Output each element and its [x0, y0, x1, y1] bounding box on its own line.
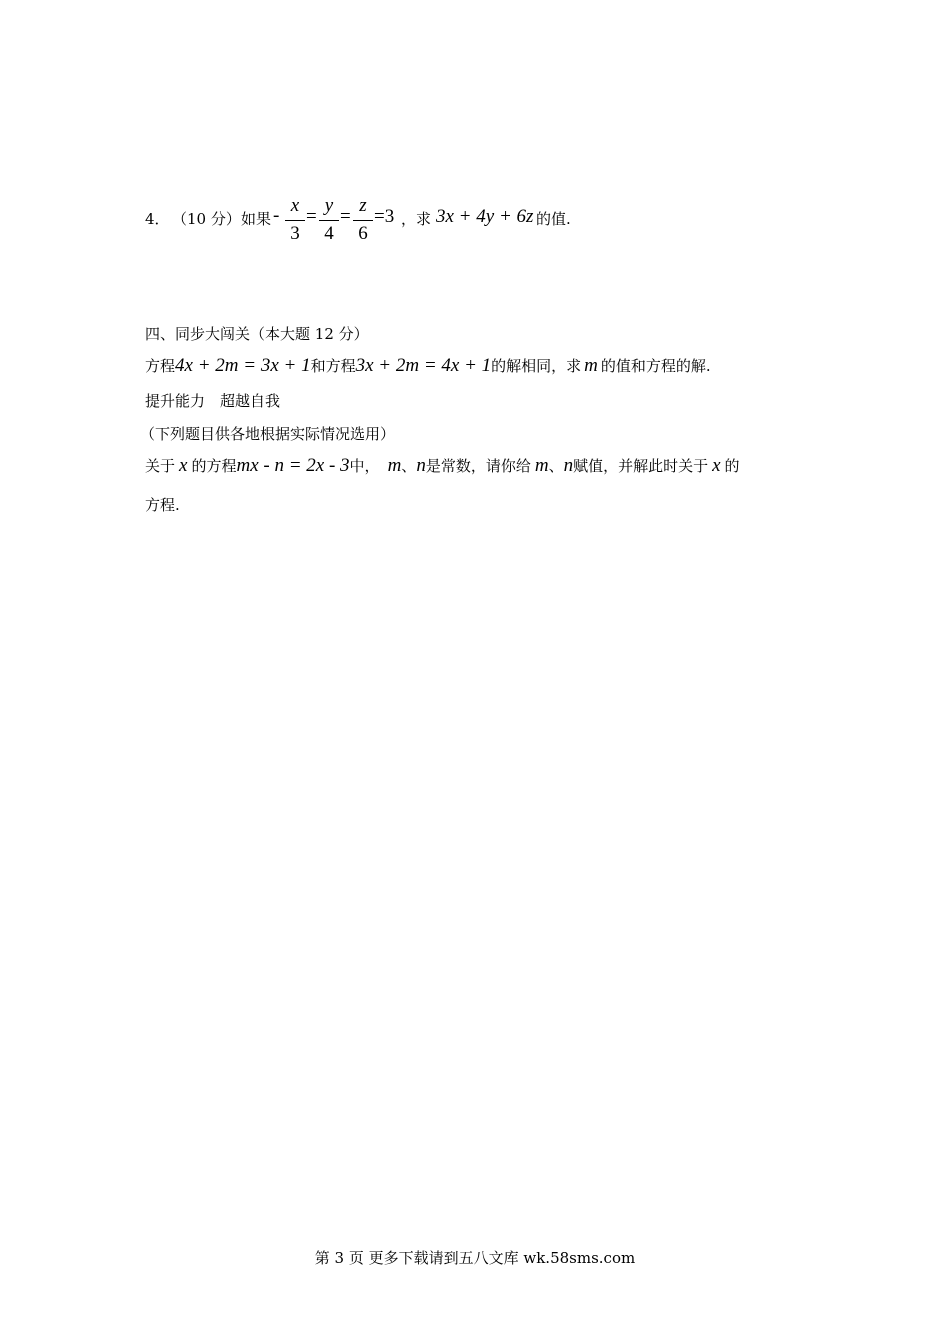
ext-s4: 是常数，请你给: [425, 457, 531, 475]
ext-sep-2: 、: [548, 457, 564, 475]
var-x-2: x: [712, 455, 721, 476]
ext-s1: 关于: [145, 457, 176, 475]
problem-number: 4．: [145, 210, 170, 228]
problem-lead: 如果: [241, 210, 272, 228]
q-text-d: 的值和方程的解.: [600, 357, 711, 375]
problem-tail: 的值.: [536, 210, 571, 228]
neg-sign: -: [273, 205, 280, 226]
ext-s6: 的: [724, 457, 740, 475]
frac1-numerator: x: [290, 195, 300, 216]
q-text-b: 和方程: [310, 357, 356, 375]
frac2-denominator: 4: [324, 223, 334, 244]
extension-question: [145, 456, 740, 476]
var-n: n: [416, 455, 426, 476]
expression: 3x + 4y + 6z: [436, 206, 534, 227]
var-x: x: [179, 455, 188, 476]
var-m: m: [584, 355, 598, 376]
var-m-2: m: [387, 455, 402, 476]
extension-question-end: 方程.: [145, 496, 180, 514]
extension-equation: mx - n = 2x - 3: [236, 455, 350, 476]
ext-s3: 中，: [349, 457, 380, 475]
frac3-denominator: 6: [358, 223, 368, 244]
frac3-bar: [353, 220, 373, 221]
var-n-2: n: [563, 455, 574, 476]
equals-2: =: [340, 206, 351, 227]
extension-note: （下列题目供各地根据实际情况选用）: [140, 425, 396, 443]
page-footer: 第 3 页 更多下载请到五八文库 wk.58sms.com: [314, 1249, 636, 1267]
equals-1: =: [306, 206, 317, 227]
frac2-bar: [319, 220, 339, 221]
section4-question: [145, 356, 711, 376]
frac2-numerator: y: [324, 195, 334, 216]
frac1-denominator: 3: [290, 223, 300, 244]
problem-score: （10 分）: [172, 210, 241, 228]
equation-a: 4x + 2m = 3x + 1: [175, 355, 311, 376]
ext-sep: 、: [401, 457, 417, 475]
frac3-numerator: z: [359, 195, 367, 216]
q-text-c: 的解相同，求: [491, 357, 582, 375]
var-m-3: m: [534, 455, 549, 476]
section-title: 四、同步大闯关（本大题 12 分）: [145, 325, 369, 343]
extension-heading: 提升能力 超越自我: [145, 392, 281, 410]
q-text-a: 方程: [145, 357, 176, 375]
frac1-bar: [285, 220, 305, 221]
equation-b: 3x + 2m = 4x + 1: [355, 355, 492, 376]
comma-ask: ，求: [401, 210, 432, 228]
ext-s5: 赋值，并解此时关于: [573, 457, 709, 475]
equals-3: =3: [374, 206, 395, 227]
ext-s2: 的方程: [191, 457, 237, 475]
